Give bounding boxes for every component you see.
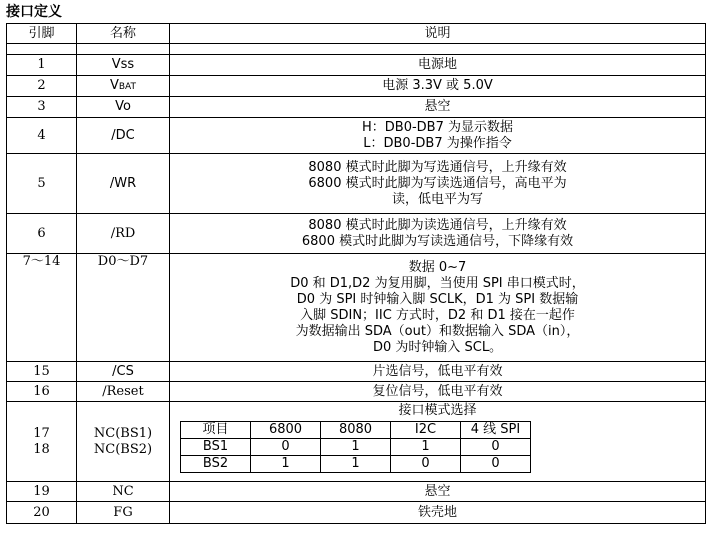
section-title: 接口定义	[6, 4, 62, 20]
pin-desc: 复位信号，低电平有效	[170, 382, 706, 402]
pin-desc: 铁壳地	[170, 502, 706, 524]
mode-cell: 1	[321, 439, 391, 456]
desc-line: H：DB0-DB7 为显示数据	[362, 119, 513, 135]
desc-line: D0 为 SPI 时钟输入脚 SCLK，D1 为 SPI 数据输	[296, 291, 579, 307]
pin-name: D0～D7	[77, 254, 170, 362]
pin-number: 7～14	[7, 254, 77, 362]
pin-number: 6	[7, 214, 77, 254]
desc-line: L：DB0-DB7 为操作指令	[363, 135, 512, 151]
mode-row	[181, 422, 531, 439]
mode-row	[181, 439, 531, 456]
header-desc: 说明	[170, 24, 706, 44]
pin-name-bs2: NC(BS2)	[93, 441, 153, 457]
desc-line: 读，低电平为写	[391, 191, 483, 207]
pin-name: /DC	[77, 118, 170, 154]
desc-line: D0 为时钟输入 SCL。	[372, 339, 503, 355]
table-row	[7, 214, 706, 254]
mode-cell: BS2	[181, 456, 251, 473]
desc-line: 8080 模式时此脚为写选通信号，上升缘有效	[308, 159, 567, 175]
pin-desc: 电源地	[170, 55, 706, 76]
pin-number: 4	[7, 118, 77, 154]
interface-table	[6, 23, 706, 524]
mode-cell: 6800	[251, 422, 321, 439]
desc-line: 6800 模式时此脚为写读选通信号，下降缘有效	[301, 233, 574, 249]
mode-cell: 0	[461, 439, 531, 456]
header-name: 名称	[77, 24, 170, 44]
mode-cell: 4 线 SPI	[461, 422, 531, 439]
pin-number	[7, 402, 77, 482]
pin-desc	[170, 254, 706, 362]
pin-name-sub: BAT	[118, 81, 137, 92]
pin-desc: 悬空	[170, 482, 706, 502]
table-row	[7, 118, 706, 154]
table-row	[7, 482, 706, 502]
table-row	[7, 154, 706, 214]
table-row	[7, 362, 706, 382]
pin-name: /Reset	[77, 382, 170, 402]
mode-table	[180, 421, 531, 473]
pin-number: 15	[7, 362, 77, 382]
table-row	[7, 254, 706, 362]
table-row	[7, 402, 706, 482]
mode-cell: I2C	[391, 422, 461, 439]
pin-name: /CS	[77, 362, 170, 382]
pin-name: /WR	[77, 154, 170, 214]
mode-row	[181, 456, 531, 473]
pin-name: Vo	[77, 97, 170, 118]
desc-line: D0 和 D1,D2 为复用脚，当使用 SPI 串口模式时，	[290, 275, 585, 291]
desc-line: 数据 0~7	[408, 259, 467, 275]
pin-name: Vss	[77, 55, 170, 76]
pin-desc: 片选信号，低电平有效	[170, 362, 706, 382]
pin-desc	[170, 402, 706, 482]
desc-line: 入脚 SDIN；IIC 方式时，D2 和 D1 接在一起作	[300, 307, 575, 323]
pin-name-bs1: NC(BS1)	[93, 425, 153, 441]
mode-cell: 1	[391, 439, 461, 456]
desc-line: 8080 模式时此脚为读选通信号，上升缘有效	[308, 217, 567, 233]
pin-number: 16	[7, 382, 77, 402]
mode-cell: BS1	[181, 439, 251, 456]
pin-number-18: 18	[33, 441, 50, 457]
mode-cell: 8080	[321, 422, 391, 439]
pin-name: FG	[77, 502, 170, 524]
desc-line: 为数据输出 SDA（out）和数据输入 SDA（in），	[295, 323, 580, 339]
pin-number: 19	[7, 482, 77, 502]
table-header-row	[7, 24, 706, 44]
mode-cell: 0	[461, 456, 531, 473]
pin-number: 5	[7, 154, 77, 214]
pin-number: 3	[7, 97, 77, 118]
mode-cell: 项目	[181, 422, 251, 439]
pin-name	[77, 402, 170, 482]
mode-cell: 0	[391, 456, 461, 473]
header-pin: 引脚	[7, 24, 77, 44]
mode-cell: 1	[251, 456, 321, 473]
table-row	[7, 382, 706, 402]
pin-desc	[170, 118, 706, 154]
pin-name: /RD	[77, 214, 170, 254]
pin-desc	[170, 214, 706, 254]
pin-number-17: 17	[33, 425, 50, 441]
pin-name	[77, 76, 170, 97]
pin-name: NC	[77, 482, 170, 502]
pin-number: 20	[7, 502, 77, 524]
pin-desc	[170, 154, 706, 214]
pin-number: 1	[7, 55, 77, 76]
desc-line: 6800 模式时此脚为写读选通信号，高电平为	[308, 175, 567, 191]
mode-title: 接口模式选择	[398, 403, 477, 418]
table-row	[7, 76, 706, 97]
table-row	[7, 97, 706, 118]
table-row	[7, 502, 706, 524]
pin-name-main: V	[109, 77, 119, 93]
mode-cell: 0	[251, 439, 321, 456]
pin-desc: 电源 3.3V 或 5.0V	[170, 76, 706, 97]
pin-number: 2	[7, 76, 77, 97]
table-row	[7, 55, 706, 76]
pin-desc: 悬空	[170, 97, 706, 118]
mode-cell: 1	[321, 456, 391, 473]
